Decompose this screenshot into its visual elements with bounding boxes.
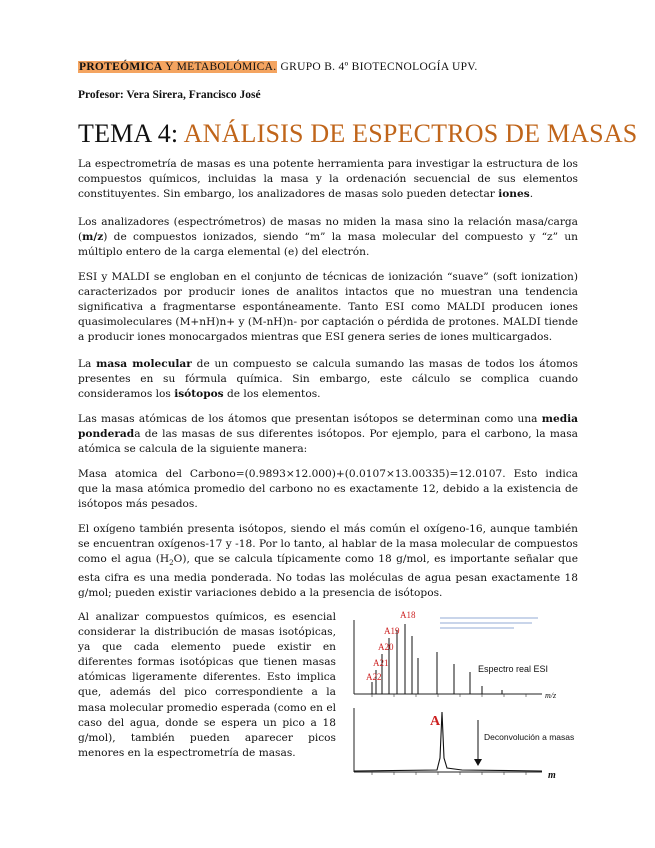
text-run: El oxígeno también presenta isótopos, siendo el más común el oxígeno-16, aunque también se encuentran oxígenos-17 y -18. Por lo tanto, al hablar de la masa molecular de compuestos como el agua (H xyxy=(78,523,578,566)
peak-label-a21: A21 xyxy=(373,658,389,668)
course-name-bold: PROTEÓMICA xyxy=(79,61,163,73)
paragraph-weighted-average xyxy=(78,412,578,457)
paragraph-esi-maldi: ESI y MALDI se engloban en el conjunto de técnicas de ionización “suave” (soft ionization) caracterizados por producir iones de analitos intactos que no muestran una tendencia significativa a fragmentarse espontáneamente. Tanto ESI como MALDI producen iones quasimoleculares (M+nH)n+ y (M-nH)n- por captación o pérdida de protones. MALDI tiende a producir iones monocargados mientras que ESI genera series de iones multicargados. xyxy=(78,271,578,344)
title-text: ANÁLISIS DE ESPECTROS DE MASAS xyxy=(178,119,638,148)
text-run: . xyxy=(529,188,534,201)
bold-term: isótopos xyxy=(174,388,224,401)
text-run: de los elementos. xyxy=(223,388,321,401)
course-name-rest: Y METABOLÓMICA. xyxy=(162,61,277,73)
text-run: Las masas atómicas de los átomos que presentan isótopos se determinan como una xyxy=(78,413,542,425)
arrow-head xyxy=(474,759,482,766)
paragraph-carbon: Masa atomica del Carbono=(0.9893×12.000)+(0.0107×13.00335)=12.0107. Esto indica que la masa atómica promedio del carbono no es exactamente 12, debido a la existencia de isótopos más pesados. xyxy=(78,468,578,511)
label-m: m xyxy=(548,770,556,781)
course-group: GRUPO B. 4º BIOTECNOLOGÍA UPV. xyxy=(277,61,478,73)
paragraph-intro xyxy=(78,157,578,202)
peak-label-a18: A18 xyxy=(400,610,416,620)
text-run: Los analizadores (espectrómetros) de masas no miden la masa sino la relación masa/carga ( xyxy=(78,216,578,244)
esi-peak-labels xyxy=(366,610,416,682)
label-deconvolution: Deconvolución a masas xyxy=(484,732,575,742)
title-number: TEMA 4: xyxy=(78,119,179,148)
subscript: 2 xyxy=(169,559,174,568)
label-esi: Espectro real ESI xyxy=(478,664,549,674)
page-title xyxy=(78,119,637,149)
bold-term: masa molecular xyxy=(96,358,192,370)
text-run: a de las masas de sus diferentes isótopos. Por ejemplo, para el carbono, la masa atómica se calcula de la siguiente manera: xyxy=(78,428,578,456)
mass-spectrum-figure xyxy=(342,608,582,785)
paragraph-oxygen xyxy=(78,522,578,602)
text-run: La xyxy=(78,358,97,370)
label-mz: m/z xyxy=(545,691,557,700)
peak-label-a19: A19 xyxy=(384,626,400,636)
paragraph-mz xyxy=(78,215,578,260)
course-header xyxy=(78,61,478,73)
text-run: de un compuesto se calcula sumando las masas de todos los átomos presentes en su fórmula química. Sin embargo, este cálculo se complica cuando consideramos los xyxy=(78,358,578,401)
text-run: O), que se calcula típicamente como 18 g/mol, es importante señalar que esta cifra es una media ponderada. No todas las moléculas de agua pesan exactamente 18 g/mol; pueden existir variaciones debido a la presencia de isótopos. xyxy=(78,553,578,600)
text-run: ) de compuestos ionizados, siendo “m” la masa molecular del compuesto y “z” un múltiplo entero de la carga elemental (e) del electrón. xyxy=(78,231,578,259)
course-highlight xyxy=(78,61,277,73)
bold-term: iones xyxy=(498,188,530,201)
mass-spectrum-svg xyxy=(342,608,582,785)
label-a: A xyxy=(430,714,441,729)
text-run: La espectrometría de masas es una potente herramienta para investigar la estructura de los compuestos químicos, incluidas la masa y la ordenación secuencial de sus elementos constituyentes. Sin embargo, los analizadores de masas solo pueden detectar xyxy=(78,158,578,201)
professor-line: Profesor: Vera Sirera, Francisco José xyxy=(78,89,261,101)
peak-label-a22: A22 xyxy=(366,672,382,682)
bold-term: m/z xyxy=(82,231,104,244)
peak-label-a20: A20 xyxy=(378,642,394,652)
paragraph-molecular-mass xyxy=(78,357,578,402)
paragraph-isotopic-distribution: Al analizar compuestos químicos, es esencial considerar la distribución de masas isotópicas, ya que cada elemento puede existir en diferentes formas isotópicas que tienen masas atómicas ligeramente diferentes. Esto implica que, además del pico correspondiente a la masa molecular promedio esperada (como en el caso del agua, donde se espera un pico a 18 g/mol), también pueden aparecer picos menores en la espectrometría de masas. xyxy=(78,611,336,759)
bold-term: media ponderad xyxy=(78,413,578,441)
legend-lines xyxy=(440,618,538,628)
